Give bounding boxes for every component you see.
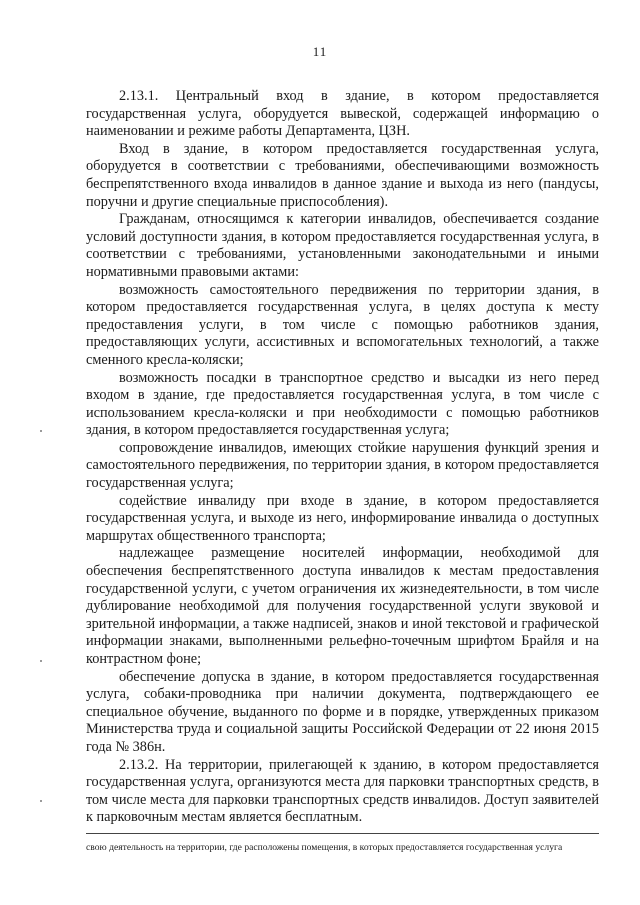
list-item-transport: возможность посадки в транспортное средство и высадки из него перед входом в здание, где предоставляется государственная услуга, в том числе с использованием кресла-коляски и при необходимости с помощью работников здания, в котором предоставляется государственная услуга; bbox=[86, 369, 599, 439]
scan-speck bbox=[40, 800, 42, 802]
scan-speck bbox=[40, 430, 42, 432]
footnote: свою деятельность на территории, где расположены помещения, в которых предоставляется государственная услуга bbox=[86, 842, 563, 853]
list-item-assistance: содействие инвалиду при входе в здание, в котором предоставляется государственная услуга, и выходе из него, информирование инвалида о доступных маршрутах общественного транспорта; bbox=[86, 492, 599, 544]
list-item-information: надлежащее размещение носителей информации, необходимой для обеспечения беспрепятственного доступа инвалидов к местам предоставления государственной услуги, с учетом ограничения их жизнедеятельности, в том числе дублирование необходимой для получения государственной услуги звуковой и зрительной информации, а также надписей, знаков и иной текстовой и графической информации знаками, выполненными рельефно-точечным шрифтом Брайля и на контрастном фоне; bbox=[86, 545, 599, 667]
paragraph-2-13-2: 2.13.2. На территории, прилегающей к зданию, в котором предоставляется государственная услуга, организуются места для парковки транспортных средств, в том числе места для парковки транспортных средств инвалидов. Доступ заявителей к парковочным местам является бесплатным. bbox=[86, 756, 599, 826]
paragraph-accessibility: Гражданам, относящимся к категории инвалидов, обеспечивается создание условий доступности здания, в котором предоставляется государственная услуга, в соответствии с требованиями, установленными законодательными и иными нормативными правовыми актами: bbox=[86, 211, 599, 280]
list-item-guide-dog: обеспечение допуска в здание, в котором предоставляется государственная услуга, собаки-проводника при наличии документа, подтверждающего ее специальное обучение, выданного по форме и в порядке, утвержденных приказом Министерства труда и социальной защиты Российской Федерации от 22 июня 2015 года № 386н. bbox=[86, 668, 599, 755]
list-item-movement: возможность самостоятельного передвижения по территории здания, в котором предоставляется государственная услуга, в целях доступа к месту предоставления услуги, в том числе с помощью работников здания, предоставляющих услуги, ассистивных и вспомогательных технологий, а также сменного кресла-коляски; bbox=[86, 281, 599, 368]
paragraph-2-13-1: 2.13.1. Центральный вход в здание, в котором предоставляется государственная услуга, оборудуется вывеской, содержащей информацию о наименовании и режиме работы Департамента, ЦЗН. bbox=[86, 88, 599, 140]
scan-speck bbox=[40, 660, 42, 662]
list-item-escort: сопровождение инвалидов, имеющих стойкие нарушения функций зрения и самостоятельного передвижения, по территории здания, в котором предоставляется государственная услуга; bbox=[86, 439, 599, 492]
paragraph-entrance: Вход в здание, в котором предоставляется государственная услуга, оборудуется в соответствии с требованиями, обеспечивающими возможность беспрепятственного входа инвалидов в данное здание и выхода из него (пандусы, поручни и другие специальные приспособления). bbox=[86, 140, 599, 210]
footnote-divider bbox=[86, 833, 599, 834]
document-body bbox=[86, 88, 599, 827]
page-number: 11 bbox=[312, 44, 328, 59]
